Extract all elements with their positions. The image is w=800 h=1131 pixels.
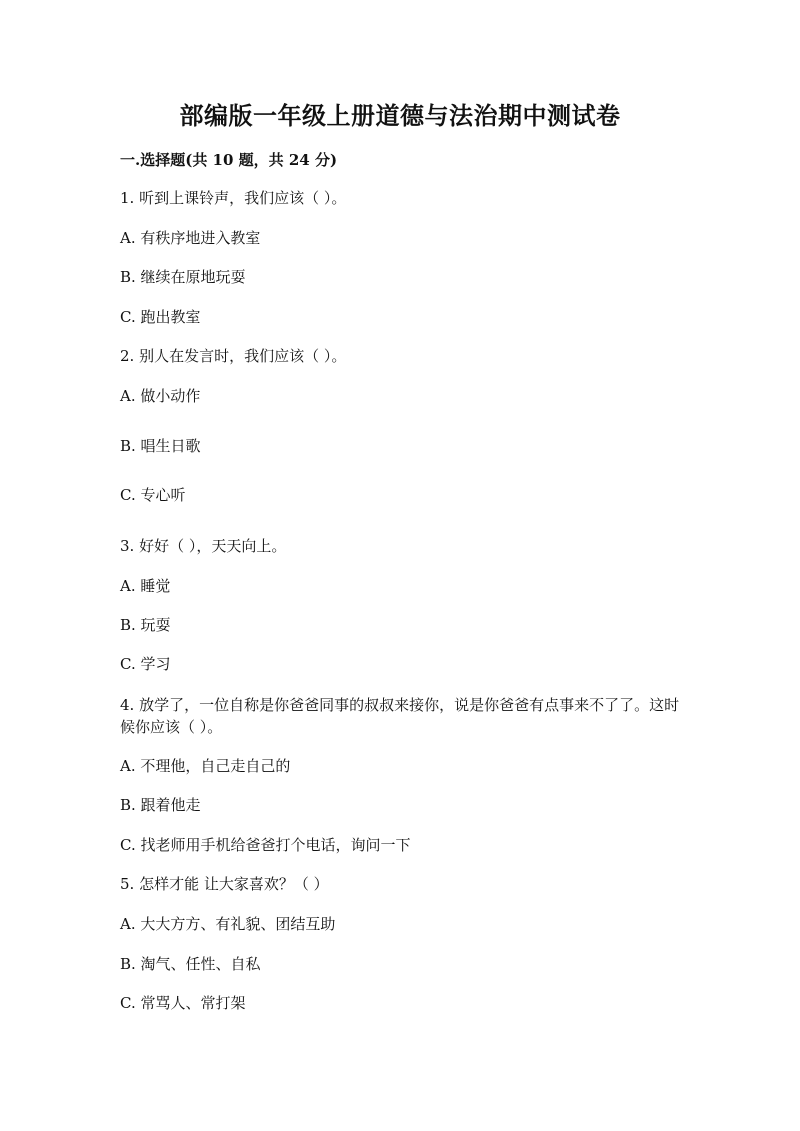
question-2-option-c: C. 专心听 — [120, 486, 186, 504]
question-5-option-b: B. 淘气、任性、自私 — [120, 955, 261, 973]
question-4-option-b: B. 跟着他走 — [120, 796, 201, 814]
page-title: 部编版一年级上册道德与法治期中测试卷 — [179, 101, 621, 130]
question-4-stem: 4. 放学了，一位自称是你爸爸同事的叔叔来接你，说是你爸爸有点事来不了了。这时候你应该（ ）。 — [120, 696, 680, 736]
question-5-option-c: C. 常骂人、常打架 — [120, 994, 246, 1012]
question-3-stem: 3. 好好（ ），天天向上。 — [120, 537, 287, 555]
question-1-option-c: C. 跑出教室 — [120, 308, 201, 326]
question-4-option-a: A. 不理他，自己走自己的 — [120, 757, 291, 775]
question-2-option-b: B. 唱生日歌 — [120, 437, 201, 455]
question-1-option-b: B. 继续在原地玩耍 — [120, 268, 246, 286]
question-5-option-a: A. 大大方方、有礼貌、团结互助 — [120, 915, 336, 933]
question-3-option-a: A. 睡觉 — [120, 577, 171, 595]
question-1-stem: 1. 听到上课铃声，我们应该（ ）。 — [120, 189, 347, 207]
question-3-option-c: C. 学习 — [120, 655, 171, 673]
question-5-stem: 5. 怎样才能 让大家喜欢？（ ） — [120, 875, 329, 893]
section-heading: 一.选择题(共 10 题，共 24 分) — [120, 151, 338, 169]
question-3-option-b: B. 玩耍 — [120, 616, 171, 634]
question-1-option-a: A. 有秩序地进入教室 — [120, 229, 261, 247]
question-4-option-c: C. 找老师用手机给爸爸打个电话，询问一下 — [120, 836, 411, 854]
question-2-stem: 2. 别人在发言时，我们应该（ ）。 — [120, 347, 347, 365]
question-2-option-a: A. 做小动作 — [120, 387, 201, 405]
